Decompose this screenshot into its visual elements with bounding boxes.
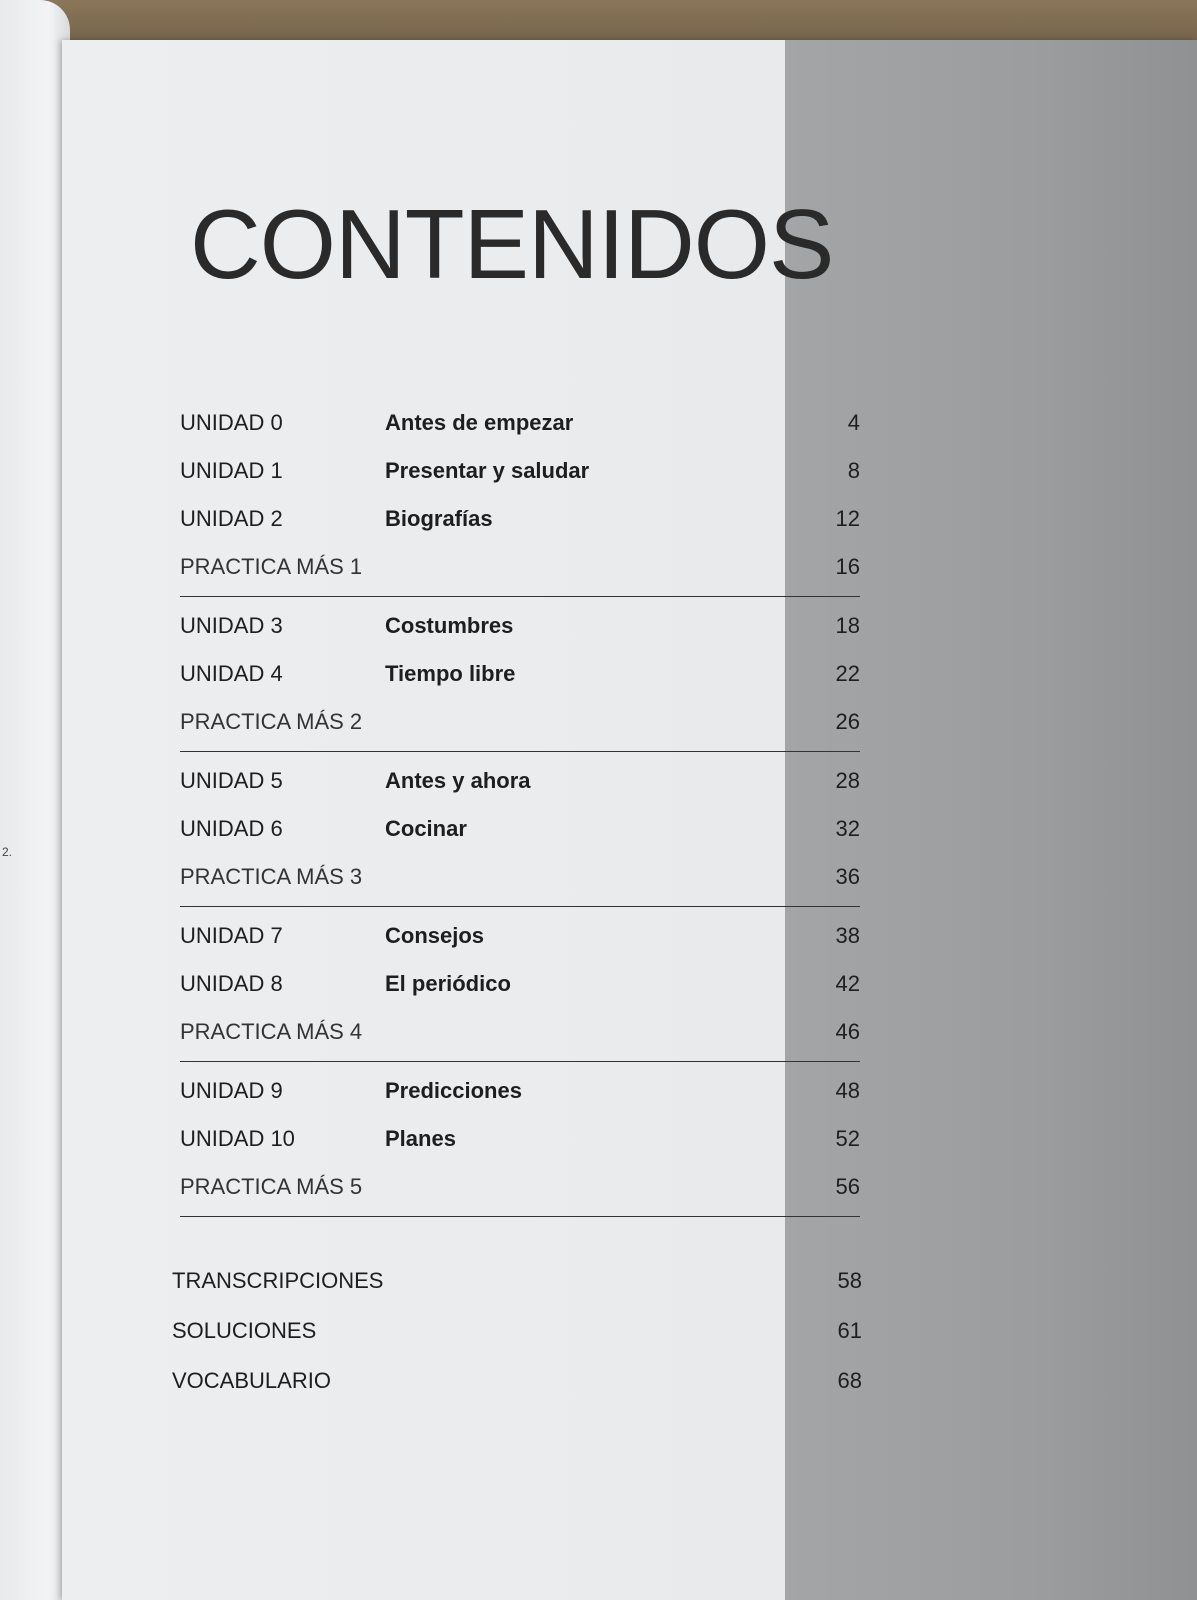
toc-page-number: 18 [835, 613, 860, 638]
toc-page-number: 28 [835, 768, 860, 793]
toc-row-unidad-2 [180, 496, 860, 544]
toc-topic: Cocinar [385, 816, 467, 841]
toc-page-number: 8 [847, 458, 860, 483]
toc-row-practica-5 [180, 1164, 860, 1217]
toc-unit-label: UNIDAD 9 [180, 1078, 283, 1103]
toc-appendix-label: SOLUCIONES [172, 1318, 317, 1343]
toc-practice-label: PRACTICA MÁS 3 [180, 864, 363, 889]
toc-practice-label: PRACTICA MÁS 5 [180, 1174, 363, 1199]
toc-page-number: 36 [835, 864, 860, 889]
toc-page-number: 26 [835, 709, 860, 734]
toc-unit-label: UNIDAD 10 [180, 1126, 295, 1151]
toc-row-practica-1 [180, 544, 860, 597]
toc-unit-label: UNIDAD 7 [180, 923, 283, 948]
toc-row-practica-4 [180, 1009, 860, 1062]
toc-row-unidad-6 [180, 806, 860, 854]
toc-unit-label: UNIDAD 4 [180, 661, 283, 686]
toc-page-number: 16 [835, 554, 860, 579]
toc-topic: Predicciones [385, 1078, 522, 1103]
table-of-contents [180, 400, 860, 1223]
toc-unit-label: UNIDAD 5 [180, 768, 283, 793]
toc-row-practica-2 [180, 699, 860, 752]
toc-appendix-label: TRANSCRIPCIONES [172, 1268, 384, 1293]
toc-topic: El periódico [385, 971, 511, 996]
toc-practice-label: PRACTICA MÁS 4 [180, 1019, 363, 1044]
toc-page-number: 56 [835, 1174, 860, 1199]
toc-topic: Consejos [385, 923, 485, 948]
page-title: CONTENIDOS [190, 189, 834, 299]
toc-row-unidad-4 [180, 651, 860, 699]
toc-unit-label: UNIDAD 0 [180, 410, 283, 435]
toc-unit-label: UNIDAD 3 [180, 613, 283, 638]
toc-page-number: 68 [837, 1368, 862, 1393]
toc-page-number: 48 [835, 1078, 860, 1103]
toc-appendix-label: VOCABULARIO [172, 1368, 331, 1393]
toc-row-unidad-1 [180, 448, 860, 496]
toc-row-unidad-10 [180, 1116, 860, 1164]
toc-row-soluciones [172, 1308, 862, 1358]
toc-page-number: 46 [835, 1019, 860, 1044]
toc-page-number: 4 [847, 410, 860, 435]
toc-page-number: 12 [835, 506, 860, 531]
toc-row-vocabulario [172, 1358, 862, 1408]
toc-topic: Planes [385, 1126, 456, 1151]
toc-row-unidad-0 [180, 400, 860, 448]
toc-topic: Presentar y saludar [385, 458, 590, 483]
toc-page-number: 42 [835, 971, 860, 996]
toc-row-unidad-5 [180, 758, 860, 806]
toc-topic: Costumbres [385, 613, 514, 638]
toc-page-number: 58 [837, 1268, 862, 1293]
toc-row-unidad-7 [180, 913, 860, 961]
toc-topic: Antes de empezar [385, 410, 574, 435]
toc-practice-label: PRACTICA MÁS 2 [180, 709, 363, 734]
toc-row-unidad-3 [180, 603, 860, 651]
toc-row-transcripciones [172, 1258, 862, 1308]
toc-page-number: 38 [835, 923, 860, 948]
book-page [62, 40, 1197, 1600]
toc-practice-label: PRACTICA MÁS 1 [180, 554, 363, 579]
toc-page-number: 22 [835, 661, 860, 686]
toc-row-unidad-9 [180, 1068, 860, 1116]
toc-page-number: 61 [837, 1318, 862, 1343]
toc-unit-label: UNIDAD 8 [180, 971, 283, 996]
toc-page-number: 52 [835, 1126, 860, 1151]
toc-unit-label: UNIDAD 2 [180, 506, 283, 531]
left-page-edge [0, 0, 70, 1600]
left-page-mark: 2. [2, 845, 13, 859]
toc-row-unidad-8 [180, 961, 860, 1009]
toc-topic: Antes y ahora [385, 768, 531, 793]
toc-appendix [172, 1258, 862, 1408]
toc-topic: Tiempo libre [385, 661, 516, 686]
toc-page-number: 32 [835, 816, 860, 841]
toc-topic: Biografías [385, 506, 493, 531]
toc-unit-label: UNIDAD 1 [180, 458, 283, 483]
toc-row-practica-3 [180, 854, 860, 907]
toc-unit-label: UNIDAD 6 [180, 816, 283, 841]
